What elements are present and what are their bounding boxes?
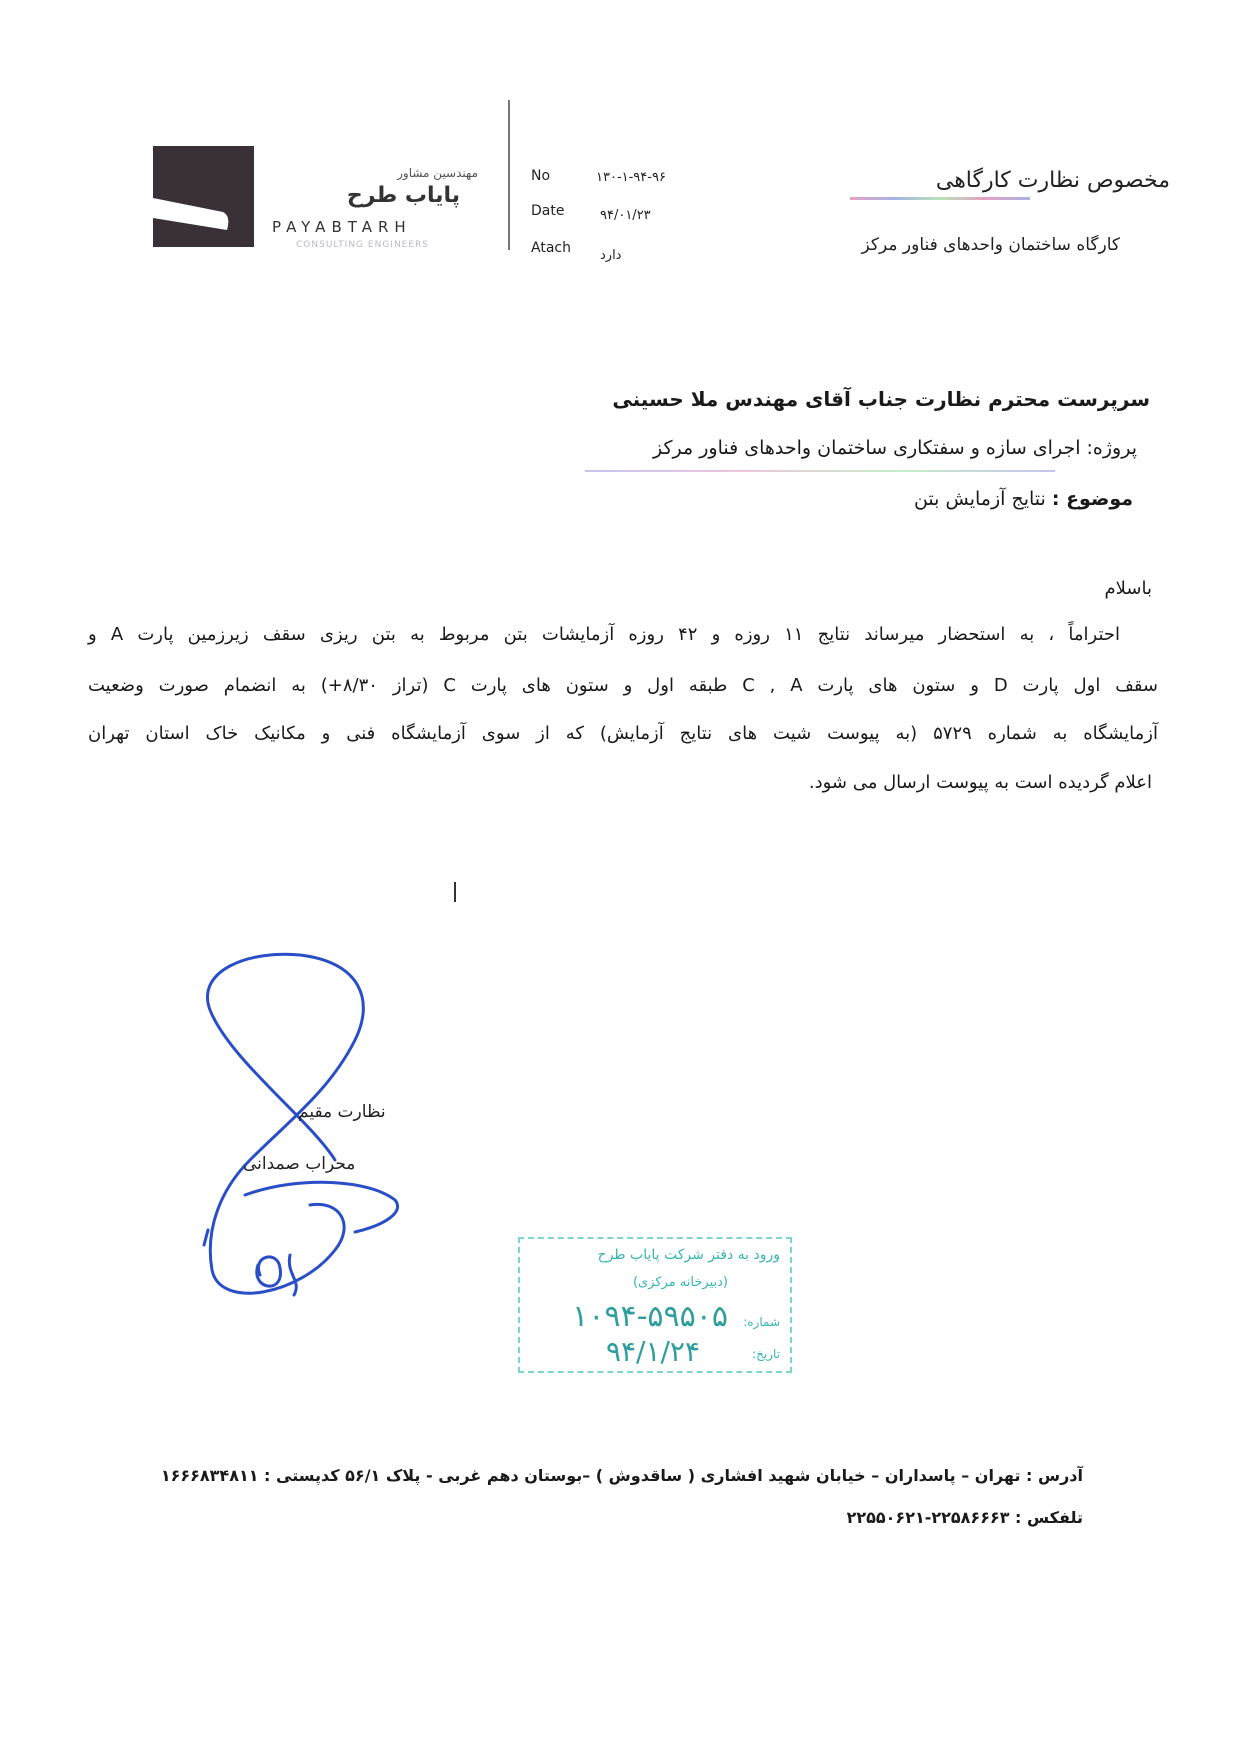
project-line: پروژه: اجرای سازه و سفتکاری ساختمان واحدهای فناور مرکز: [653, 437, 1137, 459]
logo-persian-name: پایاب طرح: [346, 183, 460, 208]
company-logo-mark: [153, 146, 254, 247]
no-label: No: [531, 168, 551, 184]
signer-name: محراب صمدانی: [243, 1154, 356, 1174]
footer-address: آدرس : تهران – پاسداران – خیابان شهید افشاری ( ساقدوش ) –بوستان دهم غربی - پلاک ۵۶/۱ کدپستی : ۱۶۶۶۸۳۴۸۱۱: [160, 1466, 1083, 1485]
stamp-title: ورود به دفتر شرکت پایاب طرح: [597, 1247, 780, 1263]
date-value: ۹۴/۰۱/۲۳: [600, 208, 651, 223]
text-cursor-mark: [454, 882, 456, 902]
site-line: کارگاه ساختمان واحدهای فناور مرکز: [861, 235, 1120, 255]
logo-latin-subtitle: CONSULTING ENGINEERS: [296, 240, 430, 250]
subject-value: نتایج آزمایش بتن: [913, 488, 1046, 510]
header-divider: [508, 100, 510, 250]
body-line: آزمایشگاه به شماره ۵۷۲۹ (به پیوست شیت های نتایج آزمایش) که از سوی آزمایشگاه فنی و مکانیک خاک استان تهران: [88, 723, 1158, 744]
logo-mark-icon: [153, 146, 254, 247]
logo-latin-name: PAYABTARH: [272, 218, 412, 236]
project-underline: [585, 470, 1055, 472]
footer-telfax: تلفکس : ۲۲۵۸۶۶۶۳-۲۲۵۵۰۶۲۱: [846, 1508, 1083, 1527]
attach-label: Atach: [531, 240, 571, 256]
addressee-line: سرپرست محترم نظارت جناب آقای مهندس ملا حسینی: [612, 387, 1150, 411]
body-line: اعلام گردیده است به پیوست ارسال می شود.: [808, 772, 1152, 793]
subject-label: موضوع :: [1051, 488, 1133, 510]
title-underline: [850, 197, 1030, 200]
body-line: سقف اول پارت D و ستون های پارت C , A طبقه اول و ستون های پارت C (تراز ۸/۳۰+) به انضمام صورت وضعیت: [88, 675, 1159, 696]
signer-role: نظارت مقیم: [298, 1102, 386, 1122]
handwritten-signature: [190, 950, 420, 1320]
body-line: احتراماً ، به استحضار میرساند نتایج ۱۱ روزه و ۴۲ روزه آزمایشات بتن مربوط به بتن ریزی سقف زیرزمین پارت A و: [88, 624, 1121, 645]
greeting: باسلام: [1104, 578, 1152, 599]
subject-line: [914, 488, 1133, 510]
logo-persian-small: مهندسین مشاور: [397, 166, 478, 180]
stamp-date: ۹۴/۱/۲۴: [605, 1335, 700, 1368]
stamp-number: ۱۰۹۴-۵۹۵۰۵: [572, 1299, 728, 1334]
attach-value: دارد: [600, 248, 622, 263]
stamp-number-label: شماره:: [743, 1315, 780, 1329]
no-value: ۱۳۰-۱-۹۴-۹۶: [596, 170, 666, 185]
registration-stamp: [518, 1237, 792, 1373]
special-title: مخصوص نظارت کارگاهی: [935, 168, 1170, 193]
stamp-date-label: تاریخ:: [752, 1347, 780, 1361]
stamp-subtitle: (دبیرخانه مرکزی): [632, 1275, 728, 1290]
date-label: Date: [531, 203, 565, 219]
